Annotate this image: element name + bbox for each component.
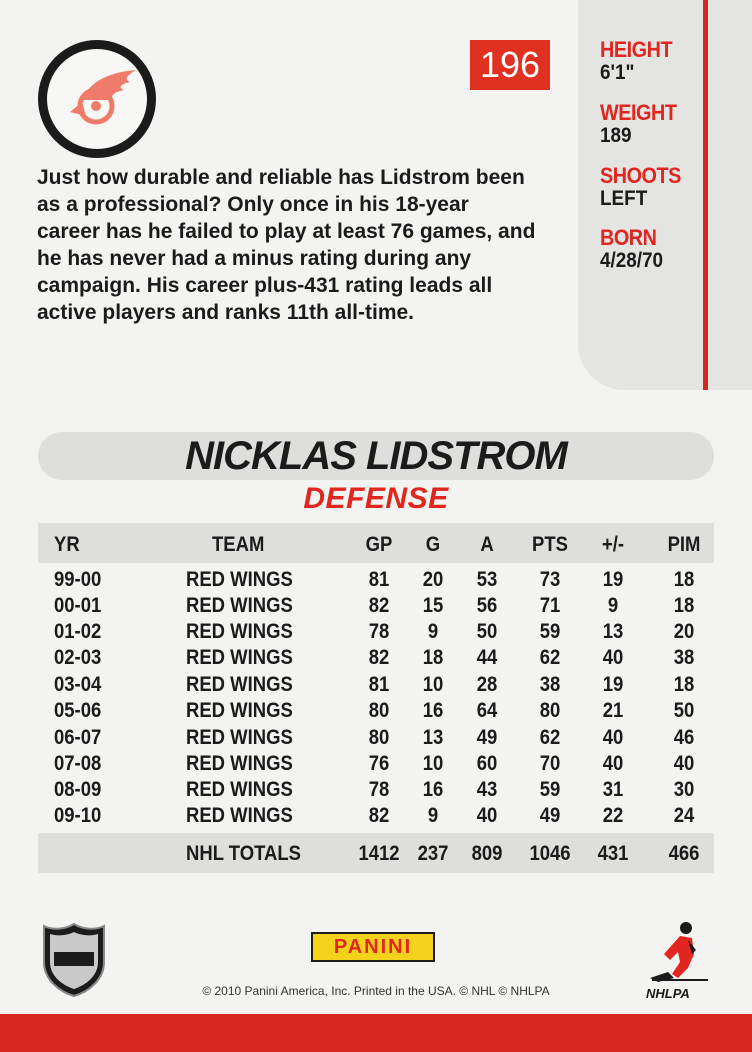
cell-a: 40 [476,804,498,827]
cell-yr: 00-01 [54,594,102,617]
vital-weight [600,101,685,147]
cell-yr: 09-10 [54,804,102,827]
totals-pim: 466 [668,842,700,865]
cell-team: RED WINGS [186,673,293,696]
cell-pim: 38 [673,646,695,669]
table-row [0,751,752,777]
cell-yr: 99-00 [54,568,102,591]
cell-yr: 02-03 [54,646,102,669]
player-name: NICKLAS LIDSTROM [185,434,567,478]
totals-label: NHL TOTALS [186,842,301,865]
cell-pim: 46 [673,726,695,749]
panini-logo: PANINI [311,932,435,962]
cell-team: RED WINGS [186,568,293,591]
cell-yr: 08-09 [54,778,102,801]
table-row [0,803,752,829]
table-row [0,645,752,671]
cell-a: 50 [476,620,498,643]
cell-g: 20 [422,568,444,591]
cell-plus-minus: 13 [602,620,624,643]
cell-plus-minus: 19 [602,568,624,591]
cell-g: 16 [422,778,444,801]
header-gp: GP [365,533,393,556]
header-pts: PTS [532,533,568,556]
cell-a: 64 [476,699,498,722]
bottom-stripe [0,1014,752,1052]
player-bio: Just how durable and reliable has Lidstrom been as a professional? Only once in his 18-year career has he failed to play at least 76 games, and he has never had a minus rating during any campaign. His career plus-431 rating leads all active players and ranks 11th all-time. [37,166,536,324]
vital-label: BORN [600,225,657,250]
cell-plus-minus: 40 [602,726,624,749]
table-row [0,619,752,645]
cell-pim: 18 [673,594,695,617]
cell-gp: 81 [368,673,390,696]
table-row [0,593,752,619]
card-number: 196 [470,40,550,90]
vital-value: LEFT [600,187,648,210]
copyright-line: © 2010 Panini America, Inc. Printed in the USA. © NHL © NHLPA [202,984,550,998]
cell-g: 15 [422,594,444,617]
cell-a: 60 [476,752,498,775]
cell-gp: 82 [368,646,390,669]
red-wings-logo-icon [60,66,138,130]
totals-gp: 1412 [358,842,400,865]
cell-pts: 59 [539,778,561,801]
cell-plus-minus: 9 [607,594,619,617]
cell-pts: 59 [539,620,561,643]
cell-yr: 07-08 [54,752,102,775]
table-row [0,567,752,593]
cell-team: RED WINGS [186,646,293,669]
totals-g: 237 [417,842,449,865]
cell-a: 53 [476,568,498,591]
vital-value: 4/28/70 [600,249,664,272]
cell-yr: 03-04 [54,673,102,696]
cell-a: 44 [476,646,498,669]
cell-g: 9 [427,620,439,643]
cell-team: RED WINGS [186,620,293,643]
cell-pim: 30 [673,778,695,801]
header-pim: PIM [667,533,701,556]
table-row [0,672,752,698]
nhlpa-label: NHLPA [646,986,690,1001]
totals-plus-minus: 431 [597,842,629,865]
cell-plus-minus: 31 [602,778,624,801]
stats-header-row [0,532,752,558]
cell-plus-minus: 21 [602,699,624,722]
cell-gp: 82 [368,594,390,617]
cell-pim: 20 [673,620,695,643]
cell-team: RED WINGS [186,594,293,617]
cell-team: RED WINGS [186,726,293,749]
cell-gp: 82 [368,804,390,827]
cell-g: 13 [422,726,444,749]
cell-gp: 78 [368,778,390,801]
cell-yr: 06-07 [54,726,102,749]
cell-team: RED WINGS [186,699,293,722]
cell-gp: 78 [368,620,390,643]
vital-value: 189 [600,124,632,147]
stats-totals-row [0,841,752,867]
cell-pts: 70 [539,752,561,775]
header-a: A [480,533,494,556]
cell-pts: 62 [539,726,561,749]
header-yr: YR [54,533,80,556]
vital-label: WEIGHT [600,100,677,125]
totals-a: 809 [471,842,503,865]
cell-gp: 76 [368,752,390,775]
cell-yr: 05-06 [54,699,102,722]
table-row [0,698,752,724]
cell-plus-minus: 19 [602,673,624,696]
team-logo [38,40,156,158]
cell-pts: 38 [539,673,561,696]
cell-team: RED WINGS [186,804,293,827]
cell-pim: 24 [673,804,695,827]
cell-gp: 80 [368,699,390,722]
cell-pts: 71 [539,594,561,617]
table-row [0,725,752,751]
cell-pim: 18 [673,568,695,591]
cell-pts: 73 [539,568,561,591]
player-position: DEFENSE [303,482,449,515]
cell-team: RED WINGS [186,778,293,801]
vital-label: SHOOTS [600,163,681,188]
cell-a: 28 [476,673,498,696]
cell-yr: 01-02 [54,620,102,643]
header-team: TEAM [212,533,265,556]
cell-plus-minus: 40 [602,646,624,669]
cell-pts: 49 [539,804,561,827]
cell-a: 43 [476,778,498,801]
vital-born [600,226,670,272]
vital-label: HEIGHT [600,37,673,62]
vitals-stripe [703,0,708,390]
vital-value: 6'1" [600,61,635,84]
vital-shoots [600,164,690,210]
cell-g: 16 [422,699,444,722]
cell-plus-minus: 40 [602,752,624,775]
totals-pts: 1046 [529,842,571,865]
cell-g: 10 [422,673,444,696]
cell-a: 49 [476,726,498,749]
cell-pim: 50 [673,699,695,722]
cell-plus-minus: 22 [602,804,624,827]
cell-team: RED WINGS [186,752,293,775]
cell-a: 56 [476,594,498,617]
cell-gp: 80 [368,726,390,749]
nhlpa-player-icon [648,920,710,984]
vital-height [600,38,680,84]
cell-g: 18 [422,646,444,669]
cell-g: 10 [422,752,444,775]
cell-pts: 80 [539,699,561,722]
cell-pim: 18 [673,673,695,696]
cell-gp: 81 [368,568,390,591]
cell-pim: 40 [673,752,695,775]
header-g: G [425,533,441,556]
cell-g: 9 [427,804,439,827]
table-row [0,777,752,803]
cell-pts: 62 [539,646,561,669]
header-plus-minus: +/- [601,533,625,556]
